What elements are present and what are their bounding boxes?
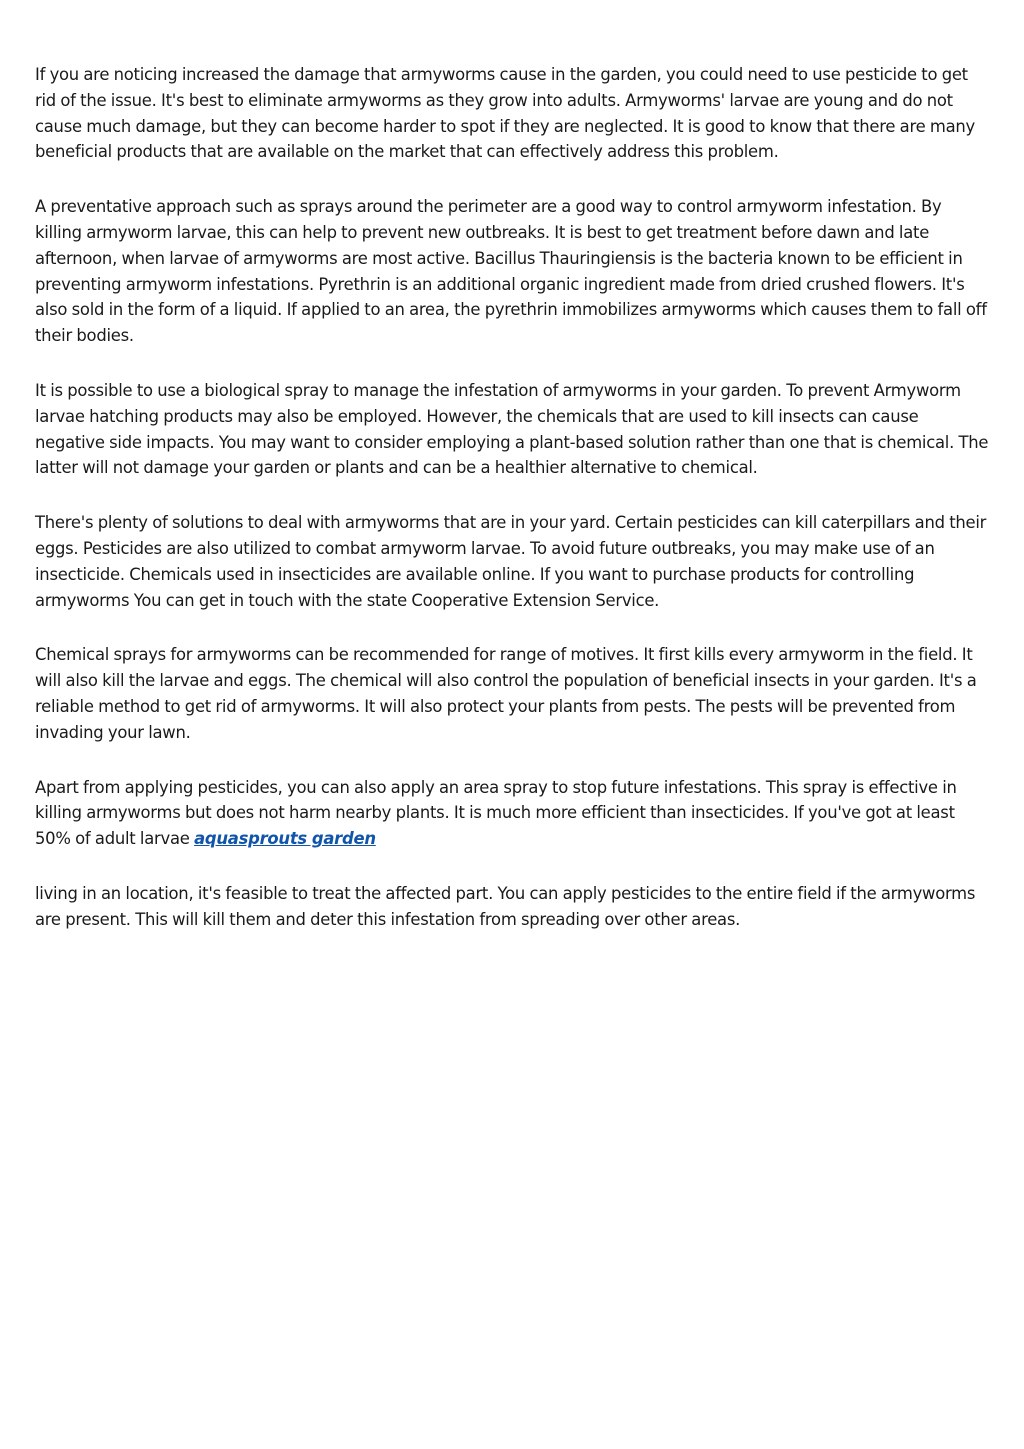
paragraph-1: If you are noticing increased the damage that armyworms cause in the garden, you could need to use pesticide to get rid of the issue. It's best to eliminate armyworms as they grow into adults. Armyworms' larvae are young and do not cause much damage, but they can become harder to spot if they are neglected. It is good to know that there are many beneficial products that are available on the market that can effectively address this problem. (35, 65, 975, 162)
aquasprouts-garden-link[interactable]: aquasprouts garden (194, 829, 376, 849)
document-body (35, 62, 991, 962)
paragraph-6 (35, 775, 991, 852)
paragraph-6-text: Apart from applying pesticides, you can also apply an area spray to stop future infestations. This spray is effective in killing armyworms but does not harm nearby plants. It is much more efficient than insecticides. If you've got at least 50% of adult larvae (35, 777, 957, 849)
paragraph-2: A preventative approach such as sprays around the perimeter are a good way to control armyworm infestation. By killing armyworm larvae, this can help to prevent new outbreaks. It is best to get treatment before dawn and late afternoon, when larvae of armyworms are most active. Bacillus Thauringiensis is the bacteria known to be efficient in preventing armyworm infestations. Pyrethrin is an additional organic ingredient made from dried crushed flowers. It's also sold in the form of a liquid. If applied to an area, the pyrethrin immobilizes armyworms which causes them to fall off their bodies. (35, 197, 987, 346)
paragraph-5: Chemical sprays for armyworms can be recommended for range of motives. It first kills every armyworm in the field. It will also kill the larvae and eggs. The chemical will also control the population of beneficial insects in your garden. It's a reliable method to get rid of armyworms. It will also protect your plants from pests. The pests will be prevented from invading your lawn. (35, 645, 977, 742)
paragraph-4: There's plenty of solutions to deal with armyworms that are in your yard. Certain pesticides can kill caterpillars and their eggs. Pesticides are also utilized to combat armyworm larvae. To avoid future outbreaks, you may make use of an insecticide. Chemicals used in insecticides are available online. If you want to purchase products for controlling armyworms You can get in touch with the state Cooperative Extension Service. (35, 513, 987, 610)
paragraph-7: living in an location, it's feasible to treat the affected part. You can apply pesticides to the entire field if the armyworms are present. This will kill them and deter this infestation from spreading over other areas. (35, 883, 976, 929)
paragraph-3: It is possible to use a biological spray to manage the infestation of armyworms in your garden. To prevent Armyworm larvae hatching products may also be employed. However, the chemicals that are used to kill insects can cause negative side impacts. You may want to consider employing a plant-based solution rather than one that is chemical. The latter will not damage your garden or plants and can be a healthier alternative to chemical. (35, 380, 989, 478)
